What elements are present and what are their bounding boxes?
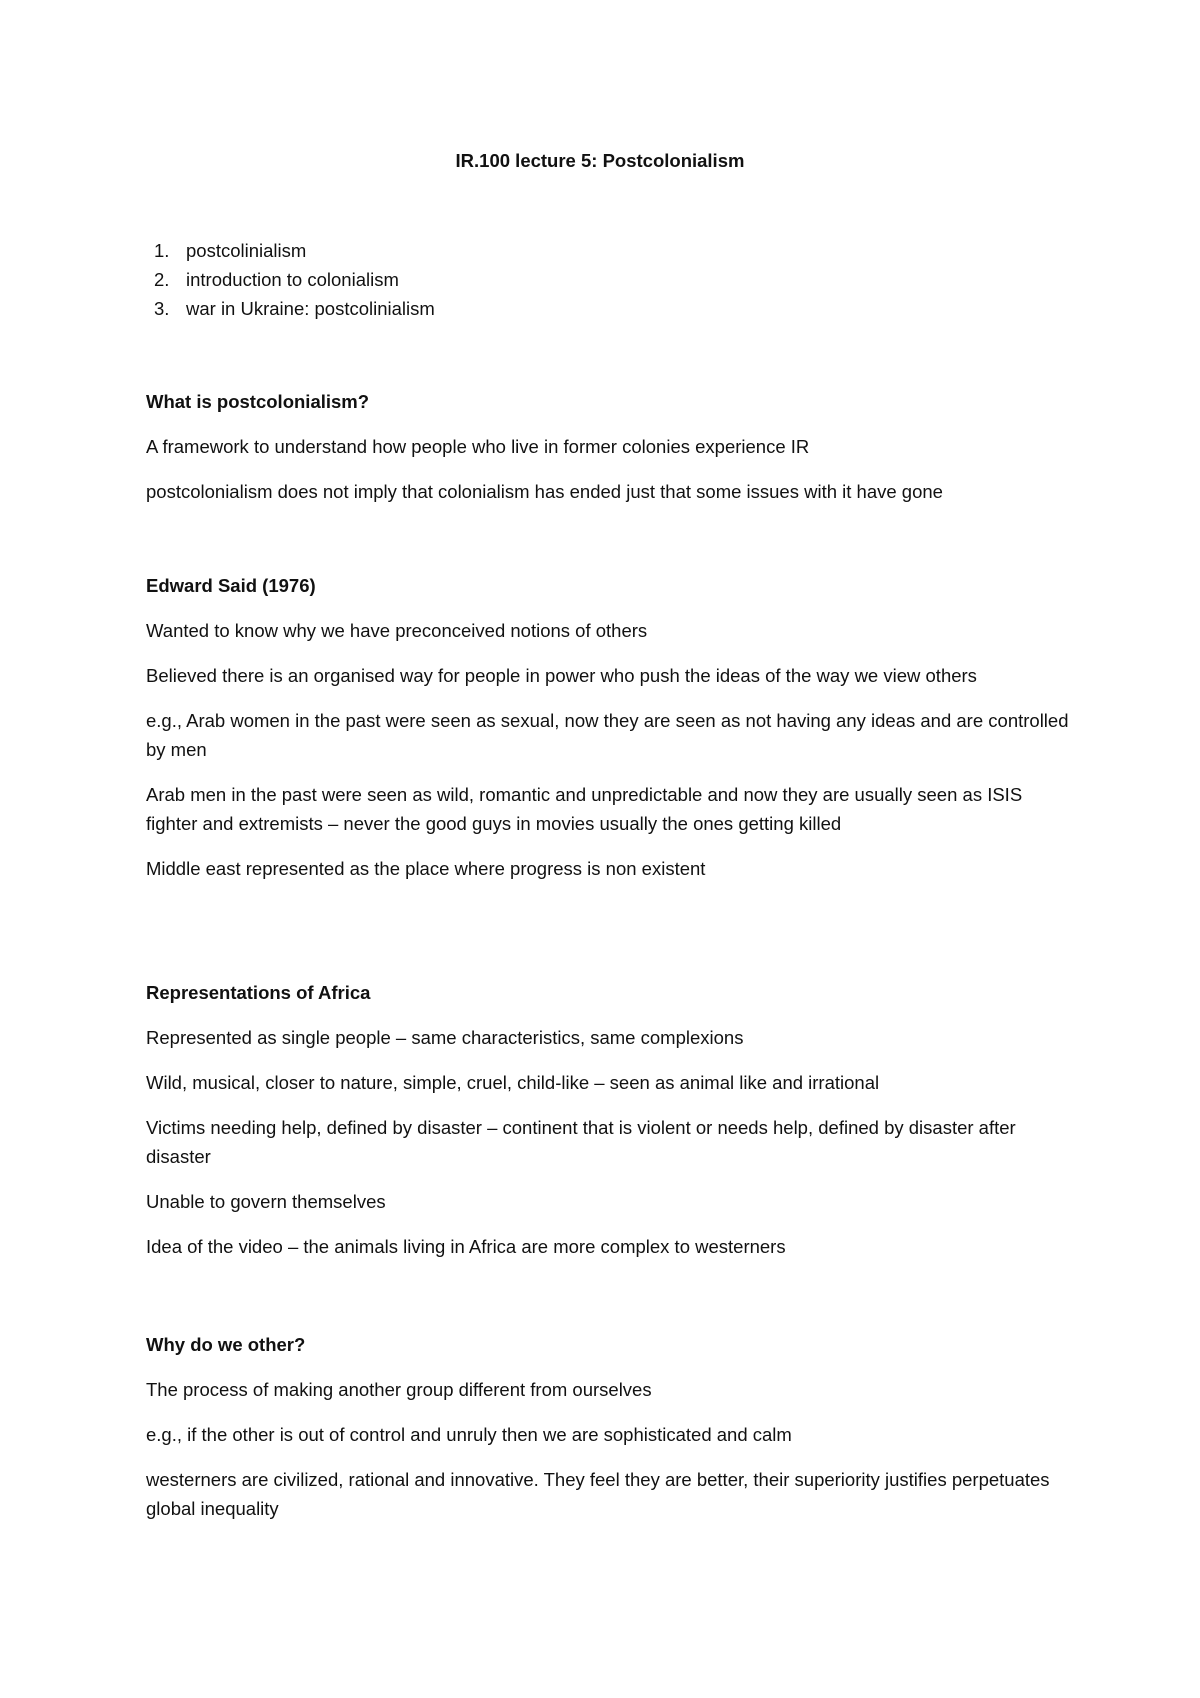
paragraph: Believed there is an organised way for people in power who push the ideas of the way we view others (146, 665, 977, 686)
paragraph: The process of making another group different from ourselves (146, 1379, 652, 1400)
paragraph: Wanted to know why we have preconceived notions of others (146, 620, 648, 641)
document-title: IR.100 lecture 5: Postcolonialism (455, 150, 745, 171)
paragraph: Unable to govern themselves (146, 1191, 386, 1212)
lecture-outline (154, 236, 435, 323)
outline-item-text: introduction to colonialism (186, 269, 399, 290)
section-what-is-postcolonialism (146, 387, 1076, 522)
paragraph: Victims needing help, defined by disaster – continent that is violent or needs help, defined by disaster after disaster (146, 1117, 1016, 1167)
section-why-do-we-other (146, 1330, 1076, 1539)
paragraph: e.g., Arab women in the past were seen as sexual, now they are seen as not having any ideas and are controlled by men (146, 710, 1069, 760)
outline-item (154, 265, 435, 294)
section-heading: Why do we other? (146, 1334, 306, 1355)
paragraph: Arab men in the past were seen as wild, romantic and unpredictable and now they are usually seen as ISIS fighter and extremists – never the good guys in movies usually the ones getting killed (146, 784, 1023, 834)
section-edward-said (146, 571, 1076, 899)
paragraph: Middle east represented as the place where progress is non existent (146, 858, 706, 879)
paragraph: westerners are civilized, rational and innovative. They feel they are better, their superiority justifies perpetuates global inequality (146, 1469, 1050, 1519)
outline-item-number: 2. (154, 269, 170, 290)
paragraph: A framework to understand how people who live in former colonies experience IR (146, 436, 810, 457)
outline-item-number: 1. (154, 240, 170, 261)
section-heading: What is postcolonialism? (146, 391, 370, 412)
paragraph: postcolonialism does not imply that colonialism has ended just that some issues with it have gone (146, 481, 943, 502)
outline-item (154, 294, 435, 323)
section-heading: Edward Said (1976) (146, 575, 316, 596)
paragraph: Represented as single people – same characteristics, same complexions (146, 1027, 744, 1048)
section-representations-of-africa (146, 978, 1076, 1277)
outline-item-number: 3. (154, 298, 170, 319)
paragraph: e.g., if the other is out of control and unruly then we are sophisticated and calm (146, 1424, 792, 1445)
outline-item (154, 236, 435, 265)
section-heading: Representations of Africa (146, 982, 371, 1003)
outline-item-text: war in Ukraine: postcolinialism (186, 298, 435, 319)
outline-item-text: postcolinialism (186, 240, 307, 261)
paragraph: Idea of the video – the animals living in Africa are more complex to westerners (146, 1236, 786, 1257)
paragraph: Wild, musical, closer to nature, simple, cruel, child-like – seen as animal like and irrational (146, 1072, 880, 1093)
